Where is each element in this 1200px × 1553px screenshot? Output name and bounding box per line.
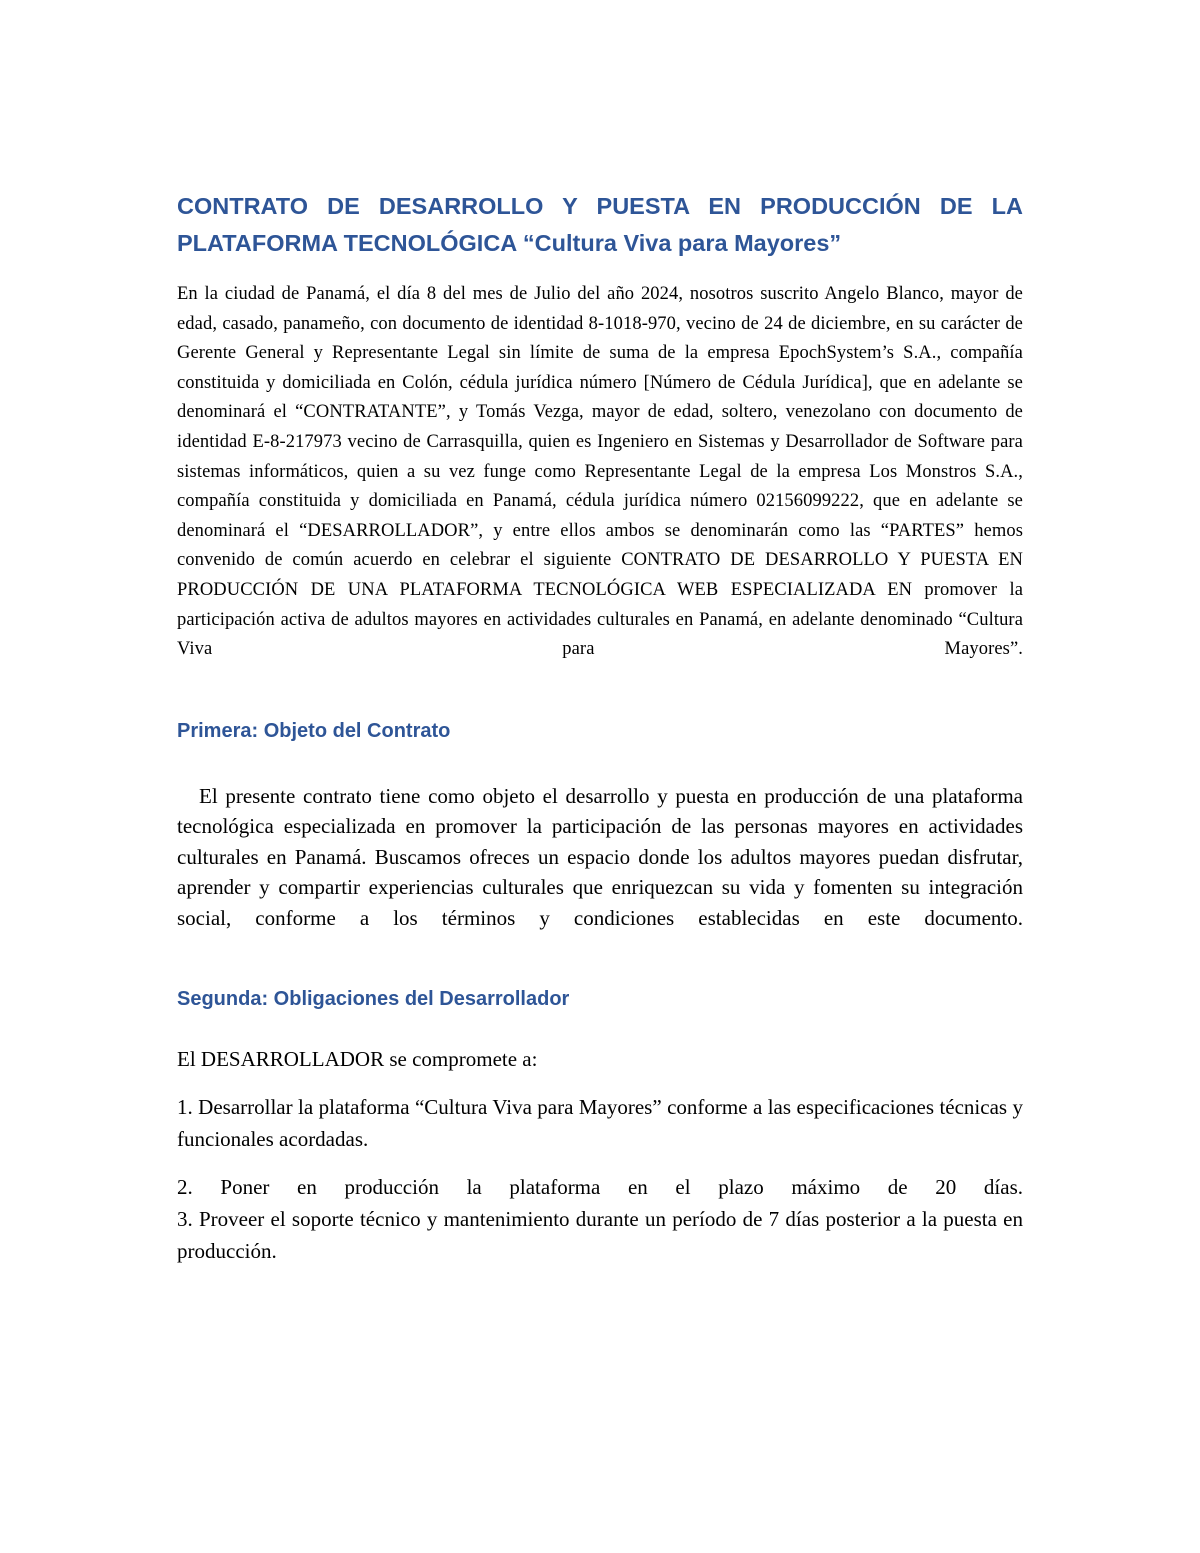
section-heading-objeto: Primera: Objeto del Contrato xyxy=(177,719,451,742)
obligation-item-2: 2. Poner en producción la plataforma en el plazo máximo de 20 días. xyxy=(177,1175,1023,1200)
section-heading-obligaciones: Segunda: Obligaciones del Desarrollador xyxy=(177,988,570,1011)
title-line-1: CONTRATO DE DESARROLLO Y PUESTA EN PRODUCCIÓN DE LA xyxy=(177,193,1023,219)
obligation-item-1: 1. Desarrollar la plataforma “Cultura Viva para Mayores” conforme a las especificaciones técnicas y funcionales acordadas. xyxy=(177,1095,1023,1152)
contract-title xyxy=(177,188,1023,262)
document-page xyxy=(177,188,1023,1267)
obligation-item-3: 3. Proveer el soporte técnico y mantenimiento durante un período de 7 días posterior a la puesta en producción. xyxy=(177,1207,1023,1264)
intro-paragraph: En la ciudad de Panamá, el día 8 del mes de Julio del año 2024, nosotros suscrito Angelo Blanco, mayor de edad, casado, panameño, con documento de identidad 8-1018-970, vecino de 24 de diciembre, en su carácter de Gerente General y Representante Legal sin límite de suma de la empresa EpochSystem’s S.A., compañía constituida y domiciliada en Colón, cédula jurídica número [Número de Cédula Jurídica], que en adelante se denominará el “CONTRATANTE”, y Tomás Vezga, mayor de edad, soltero, venezolano con documento de identidad E-8-217973 vecino de Carrasquilla, quien es Ingeniero en Sistemas y Desarrollador de Software para sistemas informáticos, quien a su vez funge como Representante Legal de la empresa Los Monstros S.A., compañía constituida y domiciliada en Panamá, cédula jurídica número 02156099222, que en adelante se denominará el “DESARROLLADOR”, y entre ellos ambos se denominarán como las “PARTES” hemos convenido de común acuerdo en celebrar el siguiente CONTRATO DE DESARROLLO Y PUESTA EN PRODUCCIÓN DE UNA PLATAFORMA TECNOLÓGICA WEB ESPECIALIZADA EN promover la participación activa de adultos mayores en actividades culturales en Panamá, en adelante denominado “Cultura Viva para Mayores”. xyxy=(177,284,1023,660)
section-body-objeto: El presente contrato tiene como objeto el desarrollo y puesta en producción de una plataforma tecnológica especializada en promover la participación de las personas mayores en actividades culturales en Panamá. Buscamos ofreces un espacio donde los adultos mayores puedan disfrutar, aprender y compartir experiencias culturales que enriquezcan su vida y fomenten su integración social, conforme a los términos y condiciones establecidas en este documento. xyxy=(177,783,1023,930)
title-line-2: PLATAFORMA TECNOLÓGICA “Cultura Viva para Mayores” xyxy=(177,230,842,256)
obligations-intro: El DESARROLLADOR se compromete a: xyxy=(177,1047,538,1072)
